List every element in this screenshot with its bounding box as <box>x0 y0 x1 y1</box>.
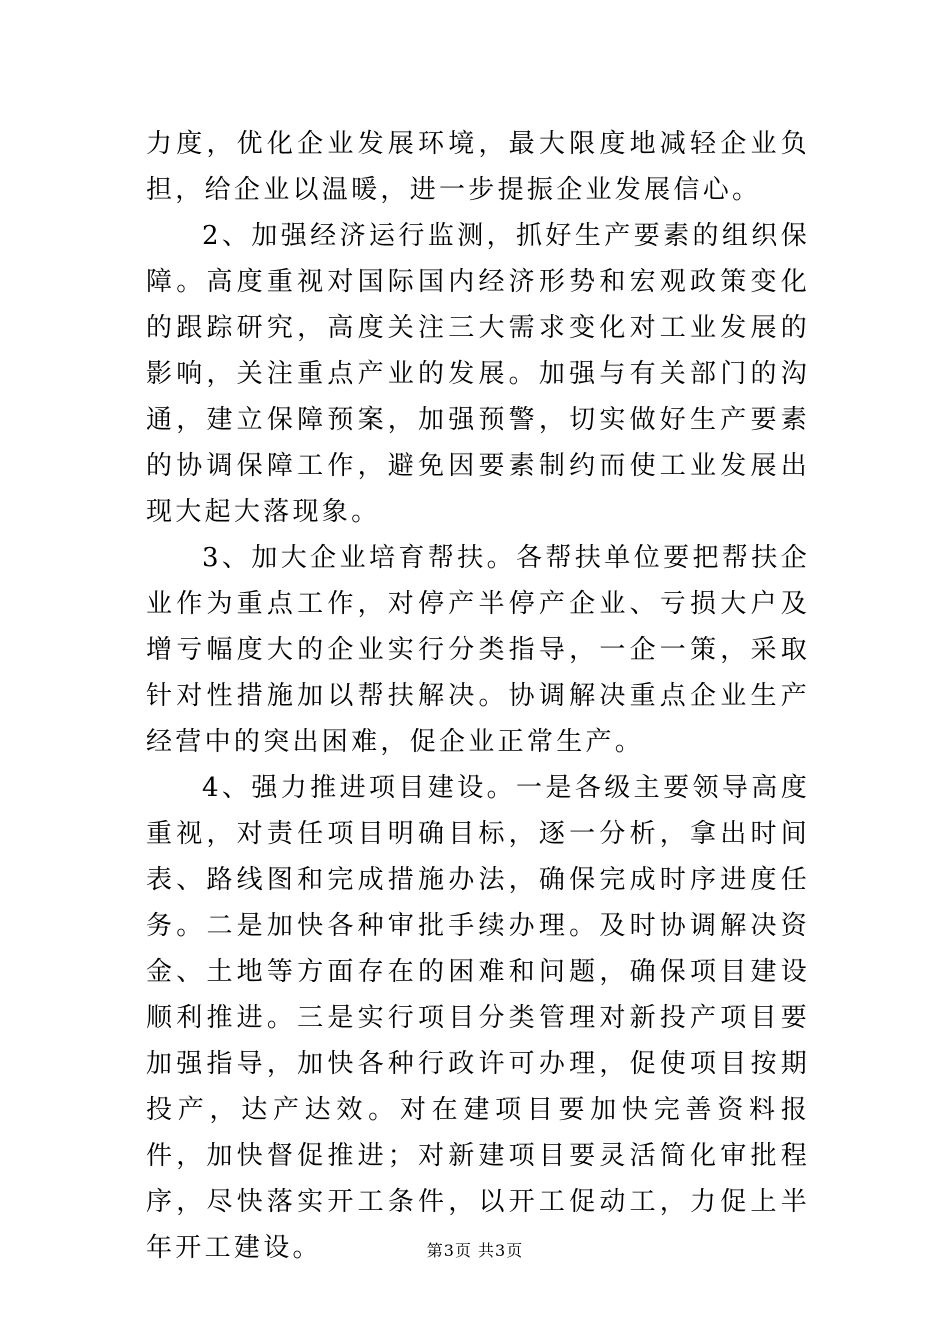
page-number-footer: 第3页 共3页 <box>426 1241 524 1260</box>
paragraph-item-4: 4、强力推进项目建设。一是各级主要领导高度重视，对责任项目明确目标，逐一分析，拿出时间表、路线图和完成措施办法，确保完成时序进度任务。二是加快各种审批手续办理。及时协调解决资金、土地等方面存在的困难和问题，确保项目建设顺利推进。三是实行项目分类管理对新投产项目要加强指导，加快各种行政许可办理，促使项目按期投产，达产达效。对在建项目要加快完善资料报件，加快督促推进；对新建项目要灵活简化审批程序，尽快落实开工条件，以开工促动工，力促上半年开工建设。 <box>146 773 810 1263</box>
paragraph-item-3: 3、加大企业培育帮扶。各帮扶单位要把帮扶企业作为重点工作，对停产半停产企业、亏损大户及增亏幅度大的企业实行分类指导，一企一策，采取针对性措施加以帮扶解决。协调解决重点企业生产经营中的突出困难，促企业正常生产。 <box>146 543 810 757</box>
paragraph-item-2: 2、加强经济运行监测，抓好生产要素的组织保障。高度重视对国际国内经济形势和宏观政策变化的跟踪研究，高度关注三大需求变化对工业发展的影响，关注重点产业的发展。加强与有关部门的沟通，建立保障预案，加强预警，切实做好生产要素的协调保障工作，避免因要素制约而使工业发展出现大起大落现象。 <box>146 221 810 527</box>
document-body <box>146 121 810 1271</box>
paragraph-continued: 力度，优化企业发展环境，最大限度地减轻企业负担，给企业以温暖，进一步提振企业发展信心。 <box>146 129 810 205</box>
